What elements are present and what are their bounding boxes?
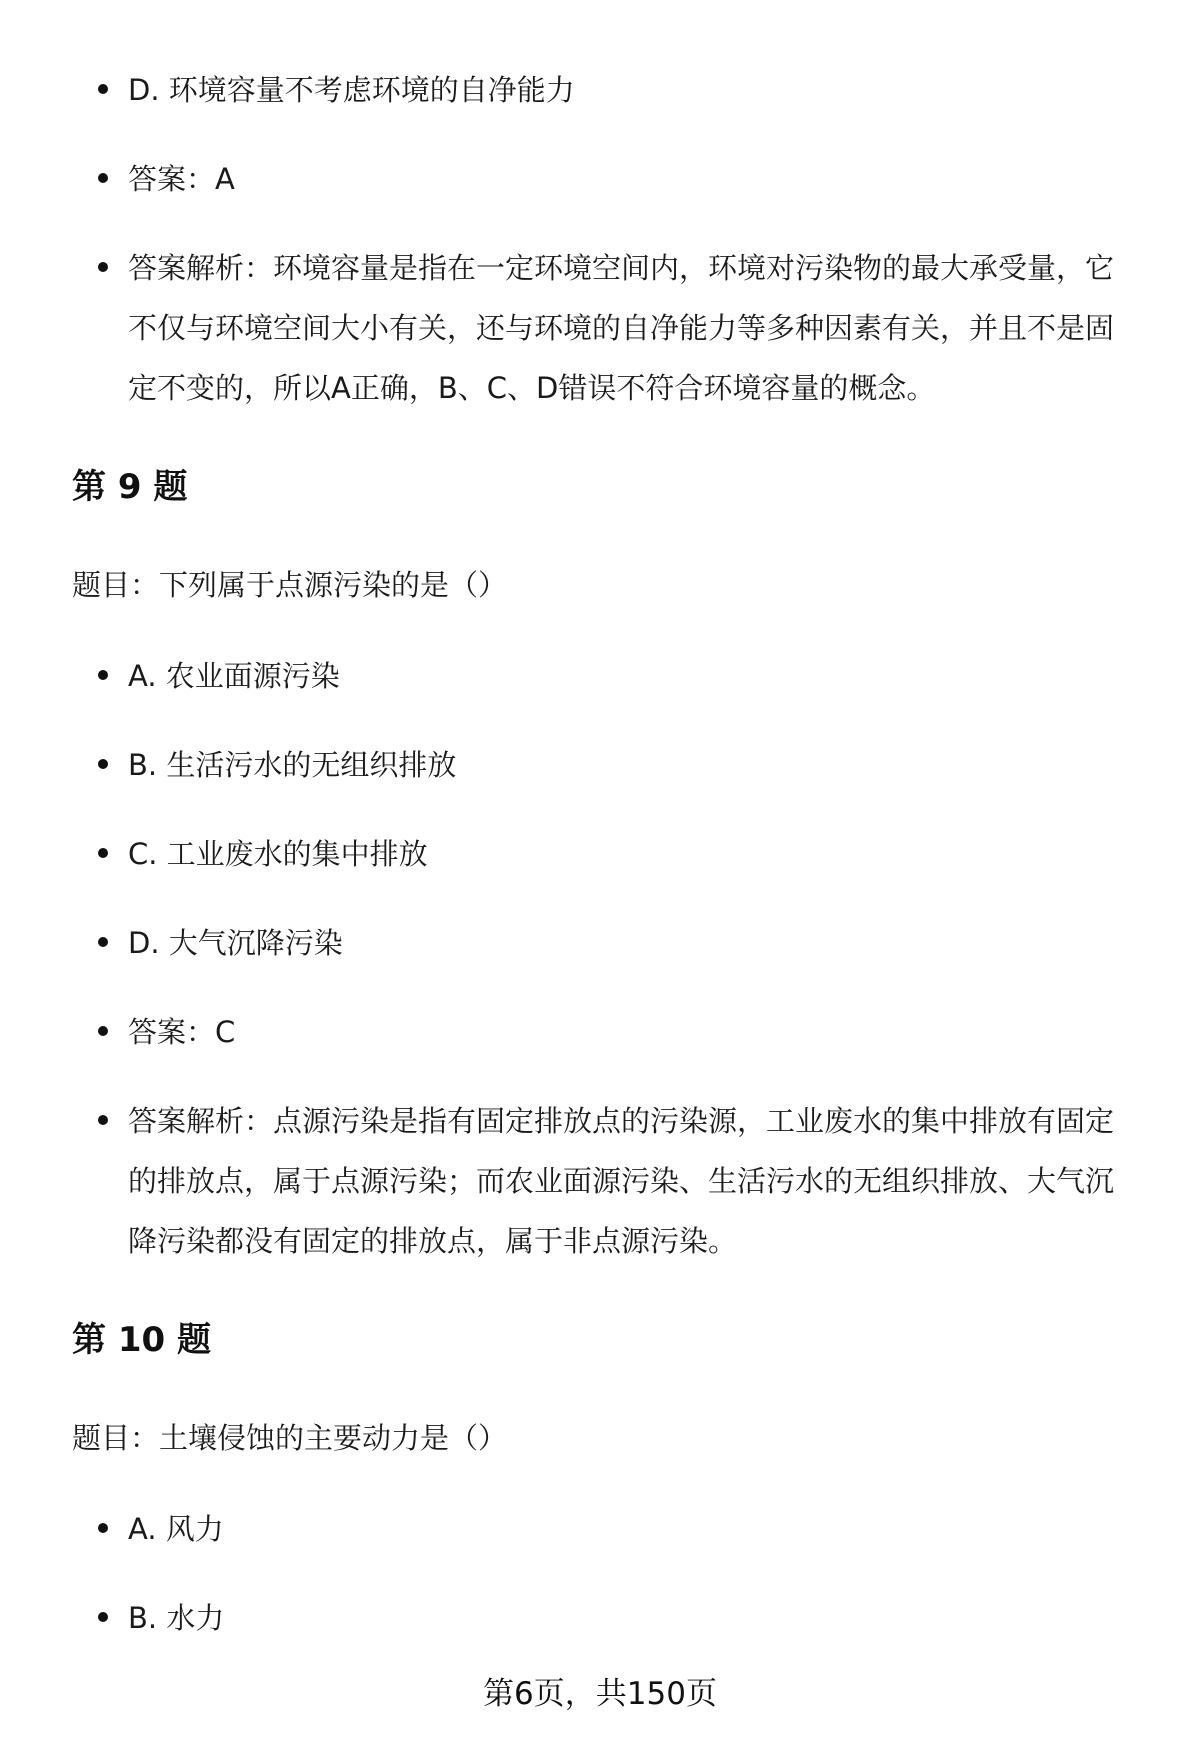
option-b-q10: B. 水力	[128, 1601, 225, 1635]
explanation-q9: 答案解析：点源污染是指有固定排放点的污染源，工业废水的集中排放有固定的排放点，属于点源污染；而农业面源污染、生活污水的无组织排放、大气沉降污染都没有固定的排放点，属于非点源污染。	[128, 1104, 1115, 1258]
question-heading-10: 第 10 题	[72, 1320, 211, 1360]
answer-q8: 答案：A	[128, 162, 235, 196]
answer-q9: 答案：C	[128, 1015, 236, 1049]
list-bullet	[98, 262, 108, 272]
question-text-9: 题目：下列属于点源污染的是（）	[72, 568, 508, 602]
explanation-q8: 答案解析：环境容量是指在一定环境空间内，环境对污染物的最大承受量，它不仅与环境空间大小有关，还与环境的自净能力等多种因素有关，并且不是固定不变的，所以A正确，B、C、D错误不符合环境容量的概念。	[128, 251, 1115, 405]
list-bullet	[98, 173, 108, 183]
list-bullet	[98, 1523, 108, 1533]
list-bullet	[98, 937, 108, 947]
option-d-q9: D. 大气沉降污染	[128, 926, 343, 960]
list-bullet	[98, 670, 108, 680]
list-bullet	[98, 1026, 108, 1036]
list-bullet	[98, 848, 108, 858]
option-a-q10: A. 风力	[128, 1512, 224, 1546]
option-d-q8: D. 环境容量不考虑环境的自净能力	[128, 73, 575, 107]
list-bullet	[98, 759, 108, 769]
list-bullet	[98, 84, 108, 94]
list-bullet	[98, 1612, 108, 1622]
option-a-q9: A. 农业面源污染	[128, 659, 340, 693]
question-text-10: 题目：土壤侵蚀的主要动力是（）	[72, 1421, 508, 1455]
list-bullet	[98, 1115, 108, 1125]
page-number: 第6页，共150页	[483, 1676, 717, 1712]
option-b-q9: B. 生活污水的无组织排放	[128, 748, 457, 782]
question-heading-9: 第 9 题	[72, 467, 188, 507]
option-c-q9: C. 工业废水的集中排放	[128, 837, 428, 871]
